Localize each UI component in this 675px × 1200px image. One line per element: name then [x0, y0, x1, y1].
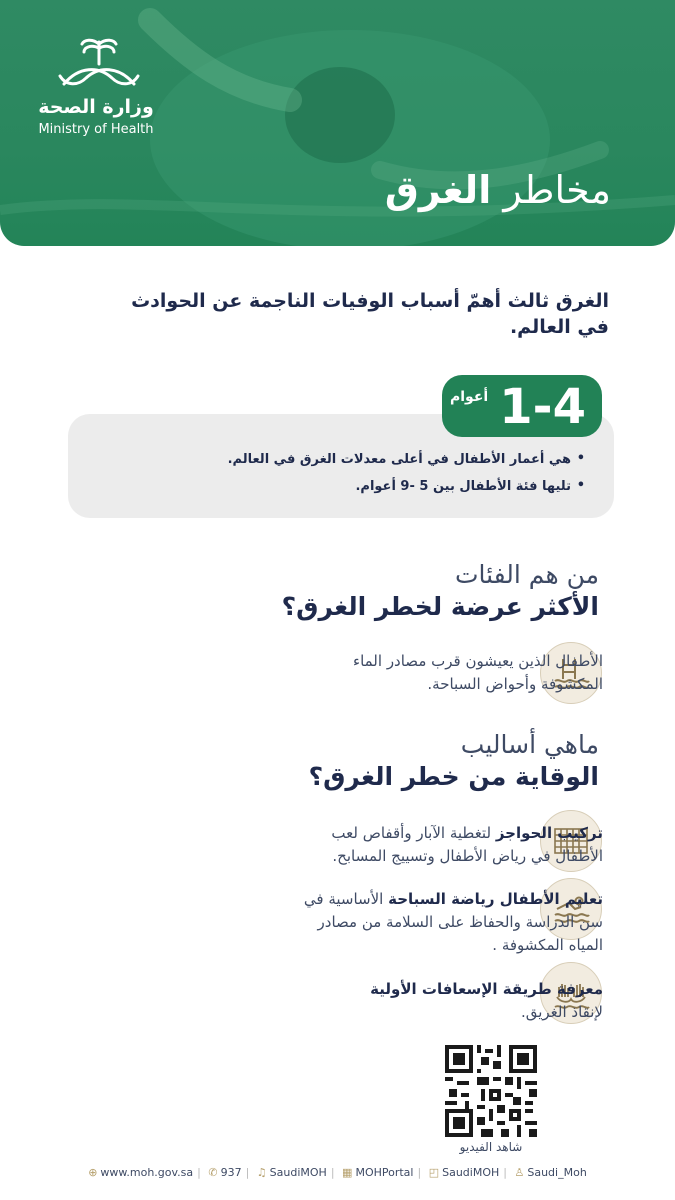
section1-item [163, 650, 603, 696]
title-bold: الغرق [384, 168, 492, 212]
prevention-item-3 [163, 978, 603, 1024]
stat-bullet-2: • تليها فئة الأطفال بين 5 -9 أعوام. [85, 479, 585, 494]
stat-bullets [85, 452, 585, 506]
prevention-item-2-line-3: المياه المكشوفة . [492, 936, 603, 954]
prevention-item-3-line-2: لإنقاذ الغريق. [520, 1003, 603, 1021]
palm-swords-emblem-icon [54, 34, 144, 94]
page-title [385, 168, 611, 212]
section2-heading-bold: الوقاية من خطر الغرق؟ [308, 762, 599, 791]
prevention-item-3-bold: معرفة طريقة الإسعافات الأولية [370, 980, 603, 998]
section1-item-line-2: المكشوفة وأحواض السباحة. [427, 675, 603, 693]
stat-bullet-1: • هي أعمار الأطفال في أعلى معدلات الغرق في العالم. [85, 452, 585, 467]
prevention-item-1 [163, 822, 603, 868]
org-name-arabic: وزارة الصحة [38, 96, 154, 118]
website-link[interactable]: ⊕ www.moh.gov.sa [88, 1166, 194, 1179]
title-light: مخاطر [503, 168, 611, 212]
twitter-link[interactable]: ♫ SaudiMOH [256, 1166, 327, 1179]
prevention-item-2 [163, 888, 603, 957]
phone-link[interactable]: ✆ 937 [208, 1166, 242, 1179]
snapchat-link[interactable]: ♙ Saudi_Moh [514, 1166, 587, 1179]
video-qr-code[interactable] [445, 1045, 537, 1137]
org-name-english: Ministry of Health [38, 122, 154, 137]
intro-line-1: الغرق ثالث أهمّ أسباب الوفيات الناجمة عن الحوادث [131, 290, 609, 312]
footer-contacts: ⊕ www.moh.gov.sa | ✆ 937 | ♫ SaudiMOH | ▦ MOHPortal | ◰ SaudiMOH | ♙ Saudi_Moh [88, 1166, 587, 1179]
prevention-item-1-text: لتغطية الآبار وأقفاص لعب [331, 824, 492, 842]
phone-icon: ✆ [208, 1166, 218, 1179]
age-range-value: 1-4 [499, 379, 586, 435]
twitter-icon: ♫ [256, 1166, 267, 1179]
age-range-unit: أعوام [450, 389, 489, 405]
qr-label: شاهد الفيديو [459, 1140, 523, 1154]
instagram-icon: ◰ [428, 1166, 440, 1179]
snapchat-icon: ♙ [514, 1166, 525, 1179]
intro-line-2: في العالم. [509, 316, 609, 338]
hero-banner [0, 0, 675, 246]
prevention-item-2-bold: تعليم الأطفال رياضة السباحة [388, 890, 603, 908]
prevention-item-1-bold: تركيب الحواجز [495, 824, 603, 842]
portal-icon: ▦ [342, 1166, 353, 1179]
age-badge [442, 375, 602, 437]
moh-logo [34, 34, 164, 98]
section2-heading-light: ماهي أساليب [460, 730, 599, 759]
prevention-item-2-line-2: سن الدراسة والحفاظ على السلامة من مصادر [317, 913, 603, 931]
instagram-link[interactable]: ◰ SaudiMOH [428, 1166, 500, 1179]
section1-item-line-1: الأطفال الذين يعيشون قرب مصادر الماء [353, 652, 603, 670]
portal-link[interactable]: ▦ MOHPortal [342, 1166, 414, 1179]
intro-text [49, 288, 609, 340]
section1-heading-bold: الأكثر عرضة لخطر الغرق؟ [281, 592, 599, 621]
section1-heading-light: من هم الفئات [454, 560, 599, 589]
globe-icon: ⊕ [88, 1166, 98, 1179]
prevention-item-1-line-2: الأطفال في رياض الأطفال وتسييج المسابح. [332, 847, 603, 865]
prevention-item-2-text: الأساسية في [303, 890, 384, 908]
